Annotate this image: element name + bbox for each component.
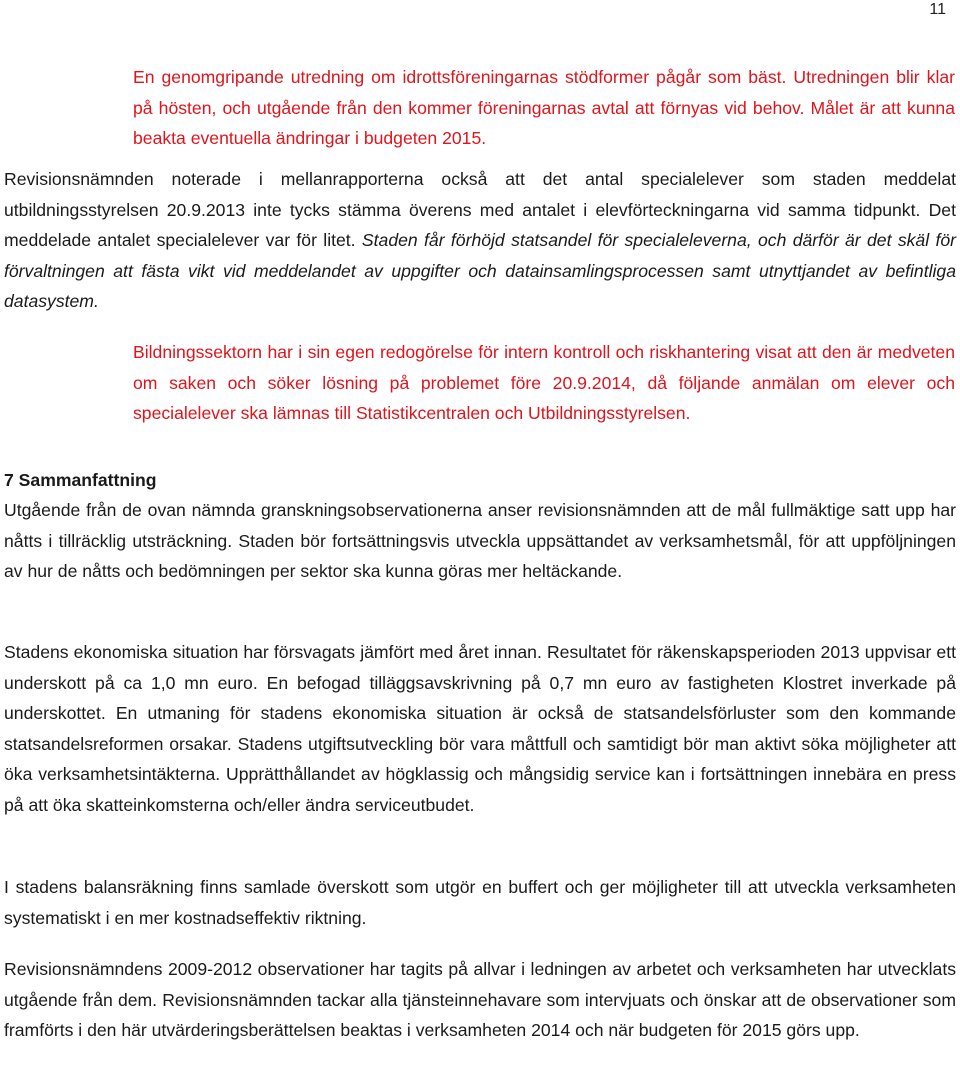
paragraph-specialelever-text: Revisionsnämnden noterade i mellanrapporterna också att det antal specialelever som staden meddelat utbildningsstyrelsen 20.9.2013 inte tycks stämma överens med antalet i elevförteckningarna vid samma tidpunkt. Det meddelade antalet specialelever var för litet.: [4, 169, 956, 250]
paragraph-ekonomisk-situation: Stadens ekonomiska situation har försvagats jämfört med året innan. Resultatet för räkenskapsperioden 2013 uppvisar ett underskott på ca 1,0 mn euro. En befogad tilläggsavskrivning på 0,7 mn euro av fastigheten Klostret inverkade på underskottet. En utmaning för stadens ekonomiska situation är också de statsandelsförluster som den kommande statsandelsreformen orsakar. Stadens utgiftsutveckling bör vara måttfull och samtidigt bör man aktivt söka möjligheter att öka verksamhetsintäkterna. Upprätthållandet av högklassig och mångsidig service kan i fortsättningen innebära en press på att öka skatteinkomsterna och/eller ändra serviceutbudet.: [4, 642, 956, 815]
highlighted-paragraph-bildningssektorn: Bildningssektorn har i sin egen redogörelse för intern kontroll och riskhantering visat att den är medveten om saken och söker lösning på problemet före 20.9.2014, då följande anmälan om elever och specialelever ska lämnas till Statistikcentralen och Utbildningsstyrelsen.: [133, 342, 955, 423]
paragraph-mal-fullmaktige: Utgående från de ovan nämnda granskningsobservationerna anser revisionsnämnden att de mål fullmäktige satt upp har nåtts i tillräcklig utsträckning. Staden bör fortsättningsvis utveckla uppsättandet av verksamhetsmål, för att uppföljningen av hur de nåtts och bedömningen per sektor ska kunna göras mer heltäckande.: [4, 500, 956, 581]
highlighted-paragraph-idrottsforeningar: En genomgripande utredning om idrottsföreningarnas stödformer pågår som bäst. Utredningen blir klar på hösten, och utgående från den kommer föreningarnas avtal att förnyas vid behov. Målet är att kunna beakta eventuella ändringar i budgeten 2015.: [133, 67, 955, 148]
section-heading-sammanfattning: 7 Sammanfattning: [4, 470, 157, 490]
paragraph-specialelever: [4, 164, 956, 317]
paragraph-balansrakning: I stadens balansräkning finns samlade överskott som utgör en buffert och ger möjligheter till att utveckla verksamheten systematiskt i en mer kostnadseffektiv riktning.: [4, 877, 956, 928]
page-number: 11: [929, 1, 946, 18]
paragraph-specialelever-italic-text: Staden får förhöjd statsandel för specialeleverna, och därför är det skäl för förvaltningen att fästa vikt vid meddelandet av uppgifter och datainsamlingsprocessen samt utnyttjandet av befintliga datasystem.: [4, 230, 956, 311]
paragraph-revisionsnamnden-tack: Revisionsnämndens 2009-2012 observationer har tagits på allvar i ledningen av arbetet och verksamheten har utvecklats utgående från dem. Revisionsnämnden tackar alla tjänsteinnehavare som intervjuats och önskar att de observationer som framförts i den här utvärderingsberättelsen beaktas i verksamheten 2014 och när budgeten för 2015 görs upp.: [4, 959, 956, 1040]
